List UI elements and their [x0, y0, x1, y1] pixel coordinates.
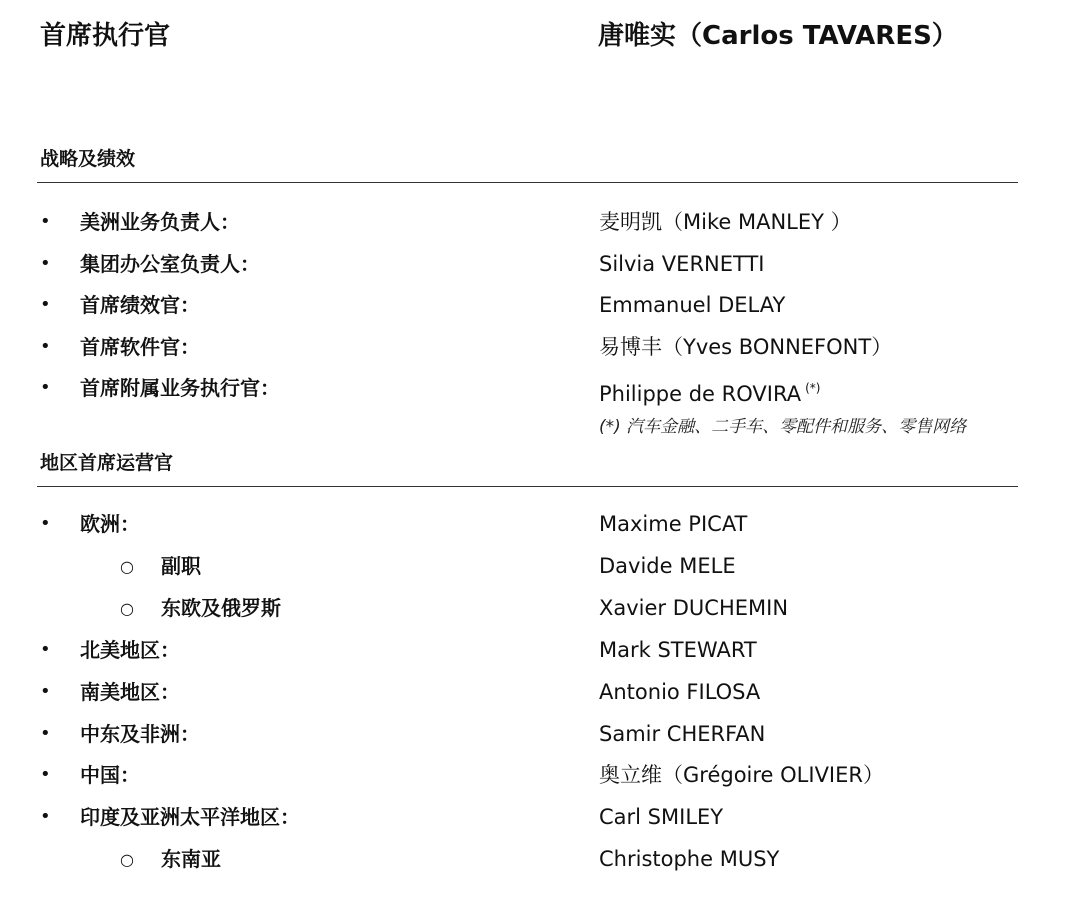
- ceo-title: 首席执行官: [40, 21, 171, 51]
- role-label: 首席软件官：: [80, 335, 200, 359]
- bullet: •: [40, 336, 51, 357]
- bullet: •: [40, 723, 51, 744]
- bullet: •: [40, 211, 51, 232]
- list-item: [0, 373, 1080, 406]
- person-name: 麦明凯（Mike MANLEY ）: [599, 210, 852, 234]
- role-label: 印度及亚洲太平洋地区：: [80, 805, 300, 829]
- ceo-name: 唐唯实（Carlos TAVARES）: [598, 21, 958, 51]
- footnote-marker: (*): [805, 381, 821, 395]
- list-item: [0, 719, 1080, 749]
- person-name: Xavier DUCHEMIN: [599, 596, 789, 620]
- person-name: 易博丰（Yves BONNEFONT）: [599, 335, 893, 359]
- person-name: Maxime PICAT: [599, 512, 748, 536]
- role-label: 中国：: [80, 763, 140, 787]
- bullet: •: [40, 806, 51, 827]
- section-title-regional-coo: 地区首席运营官: [40, 452, 174, 474]
- person-name: Davide MELE: [599, 554, 736, 578]
- role-label: 东欧及俄罗斯: [161, 596, 281, 620]
- footnote: (*) 汽车金融、二手车、零配件和服务、零售网络: [599, 417, 967, 437]
- role-label: 首席绩效官：: [80, 293, 200, 317]
- person-name: [599, 373, 820, 409]
- section-title-strategy: 战略及绩效: [40, 148, 136, 170]
- section-divider: [37, 182, 1018, 183]
- person-name: Samir CHERFAN: [599, 722, 766, 746]
- person-name: Emmanuel DELAY: [599, 293, 786, 317]
- bullet: •: [40, 377, 51, 398]
- bullet: •: [40, 253, 51, 274]
- person-name: Carl SMILEY: [599, 805, 724, 829]
- role-label: 欧洲：: [80, 512, 140, 536]
- list-item: [0, 207, 1080, 237]
- list-item: [0, 802, 1080, 832]
- role-label: 中东及非洲：: [80, 722, 200, 746]
- role-label: 副职: [161, 554, 201, 578]
- person-name-text: Philippe de ROVIRA: [599, 382, 802, 406]
- sub-bullet: ○: [120, 557, 134, 576]
- list-item: [0, 593, 1080, 623]
- role-label: 首席附属业务执行官：: [80, 376, 280, 400]
- role-label: 集团办公室负责人：: [80, 252, 260, 276]
- list-item: [0, 635, 1080, 665]
- bullet: •: [40, 764, 51, 785]
- list-item: [0, 551, 1080, 581]
- list-item: [0, 332, 1080, 362]
- section-divider: [37, 486, 1018, 487]
- person-name: Silvia VERNETTI: [599, 252, 765, 276]
- role-label: 北美地区：: [80, 638, 180, 662]
- list-item: [0, 760, 1080, 790]
- person-name: Mark STEWART: [599, 638, 757, 662]
- bullet: •: [40, 294, 51, 315]
- sub-bullet: ○: [120, 850, 134, 869]
- person-name: Antonio FILOSA: [599, 680, 761, 704]
- person-name: Christophe MUSY: [599, 847, 780, 871]
- list-item: [0, 290, 1080, 320]
- person-name: 奥立维（Grégoire OLIVIER）: [599, 763, 884, 787]
- sub-bullet: ○: [120, 599, 134, 618]
- bullet: •: [40, 513, 51, 534]
- bullet: •: [40, 639, 51, 660]
- list-item: [0, 249, 1080, 279]
- list-item: [0, 844, 1080, 874]
- list-item: [0, 509, 1080, 539]
- bullet: •: [40, 681, 51, 702]
- role-label: 南美地区：: [80, 680, 180, 704]
- role-label: 东南亚: [161, 847, 221, 871]
- role-label: 美洲业务负责人：: [80, 210, 240, 234]
- list-item: [0, 677, 1080, 707]
